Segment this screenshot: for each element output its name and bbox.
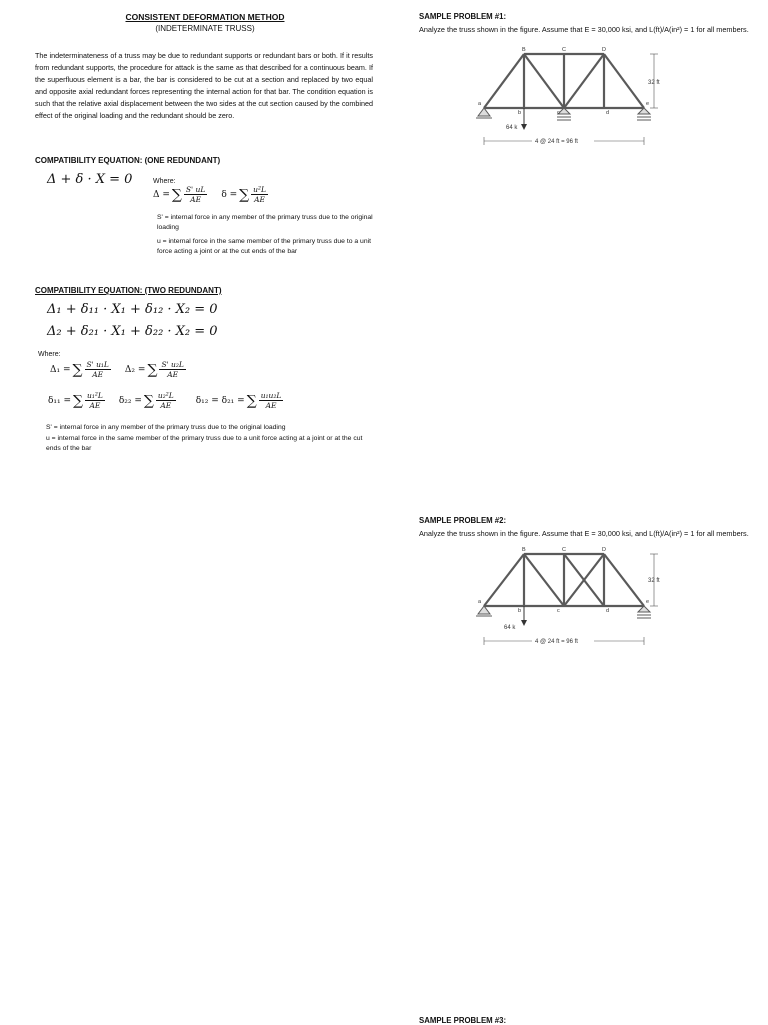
- delta-numerator: S' uL: [185, 185, 206, 194]
- node-label: c: [557, 110, 560, 116]
- load-arrow: [506, 108, 527, 131]
- delta2-lhs: Δ₂ =: [124, 364, 146, 375]
- node-label: d: [606, 608, 610, 614]
- delta-lhs: Δ =: [153, 189, 170, 200]
- two-redundant-eq2: Δ₂ + δ₂₁ · X₁ + δ₂₂ · X₂ = 0: [47, 324, 218, 339]
- small-delta-numerator: u²L: [253, 185, 266, 194]
- node-label: B: [522, 547, 526, 553]
- delta12-denominator: AE: [265, 401, 277, 410]
- delta1-numerator: S' u₁L: [86, 360, 109, 369]
- down-arrow-icon: [521, 124, 527, 130]
- pin-support-icon: [478, 606, 490, 614]
- pin-support-icon: [478, 108, 490, 116]
- delta22-lhs: δ₂₂ =: [118, 395, 142, 406]
- load-arrow: [504, 606, 527, 631]
- small-delta-fraction: [251, 185, 268, 204]
- node-label: C: [562, 547, 566, 553]
- one-redundant-heading: COMPATIBILITY EQUATION: (ONE REDUNDANT): [35, 156, 221, 165]
- supports: [476, 606, 651, 618]
- node-label: C: [562, 47, 566, 53]
- height-label: 32 ft: [648, 80, 660, 86]
- sum-icon: ∑: [147, 361, 158, 378]
- node-label: a: [478, 599, 482, 605]
- delta1-fraction: [85, 360, 111, 379]
- delta-matrix-formula: [48, 391, 283, 410]
- delta-fraction: [184, 185, 207, 204]
- one-redundant-where: Where:: [153, 178, 176, 185]
- delta22-numerator: u₂²L: [157, 391, 174, 400]
- two-redundant-eq1: Δ₁ + δ₁₁ · X₁ + δ₁₂ · X₂ = 0: [47, 302, 218, 317]
- two-redundant-where: Where:: [38, 351, 61, 358]
- delta-denominator: AE: [190, 195, 202, 204]
- one-redundant-equation: Δ + δ · X = 0: [47, 172, 133, 187]
- truss-figure-2: [474, 544, 674, 648]
- truss-figure-1: [474, 44, 674, 148]
- node-label: B: [522, 47, 526, 53]
- node-label: D: [602, 47, 606, 53]
- page-subtitle: (INDETERMINATE TRUSS): [155, 24, 255, 33]
- delta11-numerator: u₁²L: [87, 391, 103, 400]
- node-label: D: [602, 547, 606, 553]
- delta22-fraction: [156, 391, 176, 410]
- small-delta-denominator: AE: [254, 195, 265, 204]
- delta1-lhs: Δ₁ =: [50, 364, 71, 375]
- sum-icon: ∑: [143, 392, 154, 409]
- supports: [476, 108, 651, 120]
- problem3-heading: SAMPLE PROBLEM #3:: [419, 1016, 507, 1025]
- delta11-denominator: AE: [89, 401, 101, 410]
- problem2-heading: SAMPLE PROBLEM #2:: [419, 516, 507, 525]
- two-redundant-def-u: u = internal force in the same member of the primary truss due to a unit force acting at a joint or at the cut ends of the bar: [46, 435, 363, 452]
- problem2-text: Analyze the truss shown in the figure. Assume that E = 30,000 ksi, and L(ft)/A(in²) = 1 for all members.: [419, 529, 749, 538]
- load-label: 64 k: [506, 125, 518, 131]
- delta1-denominator: AE: [92, 370, 104, 379]
- height-label: 32 ft: [648, 578, 660, 584]
- delta-formula: [153, 185, 268, 204]
- one-redundant-def-s: S' = internal force in any member of the primary truss due to the original loading: [157, 214, 373, 231]
- two-redundant-heading: COMPATIBILITY EQUATION: (TWO REDUNDANT): [35, 286, 222, 295]
- delta1-formula: [50, 360, 186, 379]
- delta11-fraction: [85, 391, 105, 410]
- two-redundant-def-s: S' = internal force in any member of the primary truss due to the original loading: [46, 424, 286, 431]
- node-label: d: [606, 110, 610, 116]
- truss-members: [484, 54, 644, 108]
- span-label: 4 @ 24 ft = 96 ft: [535, 639, 578, 645]
- delta2-numerator: S' u₂L: [161, 360, 184, 369]
- intro-paragraph: The indeterminateness of a truss may be due to redundant supports or redundant bars or both. If it results from redundant supports, the procedure for attack is the same as that described for a continuous beam. If the superfluous element is a bar, the bar is considered to be cut at a section and replaced by two equal and opposite axial redundant forces representing the internal action for that bar. The condition equation is such that the relative axial displacement between the two sides at the cut section caused by the combined effect of the original loading and the redundant should be zero.: [35, 51, 373, 121]
- node-label: b: [518, 110, 522, 116]
- sum-icon: ∑: [239, 186, 250, 203]
- delta12-lhs: δ₁₂ = δ₂₁ =: [195, 395, 245, 406]
- delta12-numerator: u₁u₂L: [260, 391, 282, 400]
- sum-icon: ∑: [246, 392, 257, 409]
- delta2-denominator: AE: [167, 370, 179, 379]
- node-label: b: [518, 608, 522, 614]
- page-title: CONSISTENT DEFORMATION METHOD: [125, 12, 285, 22]
- span-label: 4 @ 24 ft = 96 ft: [535, 139, 578, 145]
- one-redundant-def-u: u = internal force in the same member of the primary truss due to a unit force acting a joint or at the cut ends of the bar: [157, 238, 372, 255]
- problem1-heading: SAMPLE PROBLEM #1:: [419, 12, 507, 21]
- load-label: 64 k: [504, 625, 516, 631]
- node-label: e: [646, 599, 650, 605]
- sum-icon: ∑: [72, 361, 83, 378]
- truss-members: [484, 554, 644, 606]
- small-delta-lhs: δ =: [221, 189, 238, 200]
- delta11-lhs: δ₁₁ =: [48, 395, 72, 406]
- node-label: e: [646, 101, 650, 107]
- node-label: c: [557, 608, 560, 614]
- node-label: a: [478, 101, 482, 107]
- down-arrow-icon: [521, 620, 527, 626]
- sum-icon: ∑: [73, 392, 84, 409]
- delta2-fraction: [159, 360, 185, 379]
- sum-icon: ∑: [171, 186, 182, 203]
- problem1-text: Analyze the truss shown in the figure. Assume that E = 30,000 ksi, and L(ft)/A(in²) = 1 for all members.: [419, 25, 749, 34]
- delta12-fraction: [259, 391, 284, 410]
- delta22-denominator: AE: [160, 401, 172, 410]
